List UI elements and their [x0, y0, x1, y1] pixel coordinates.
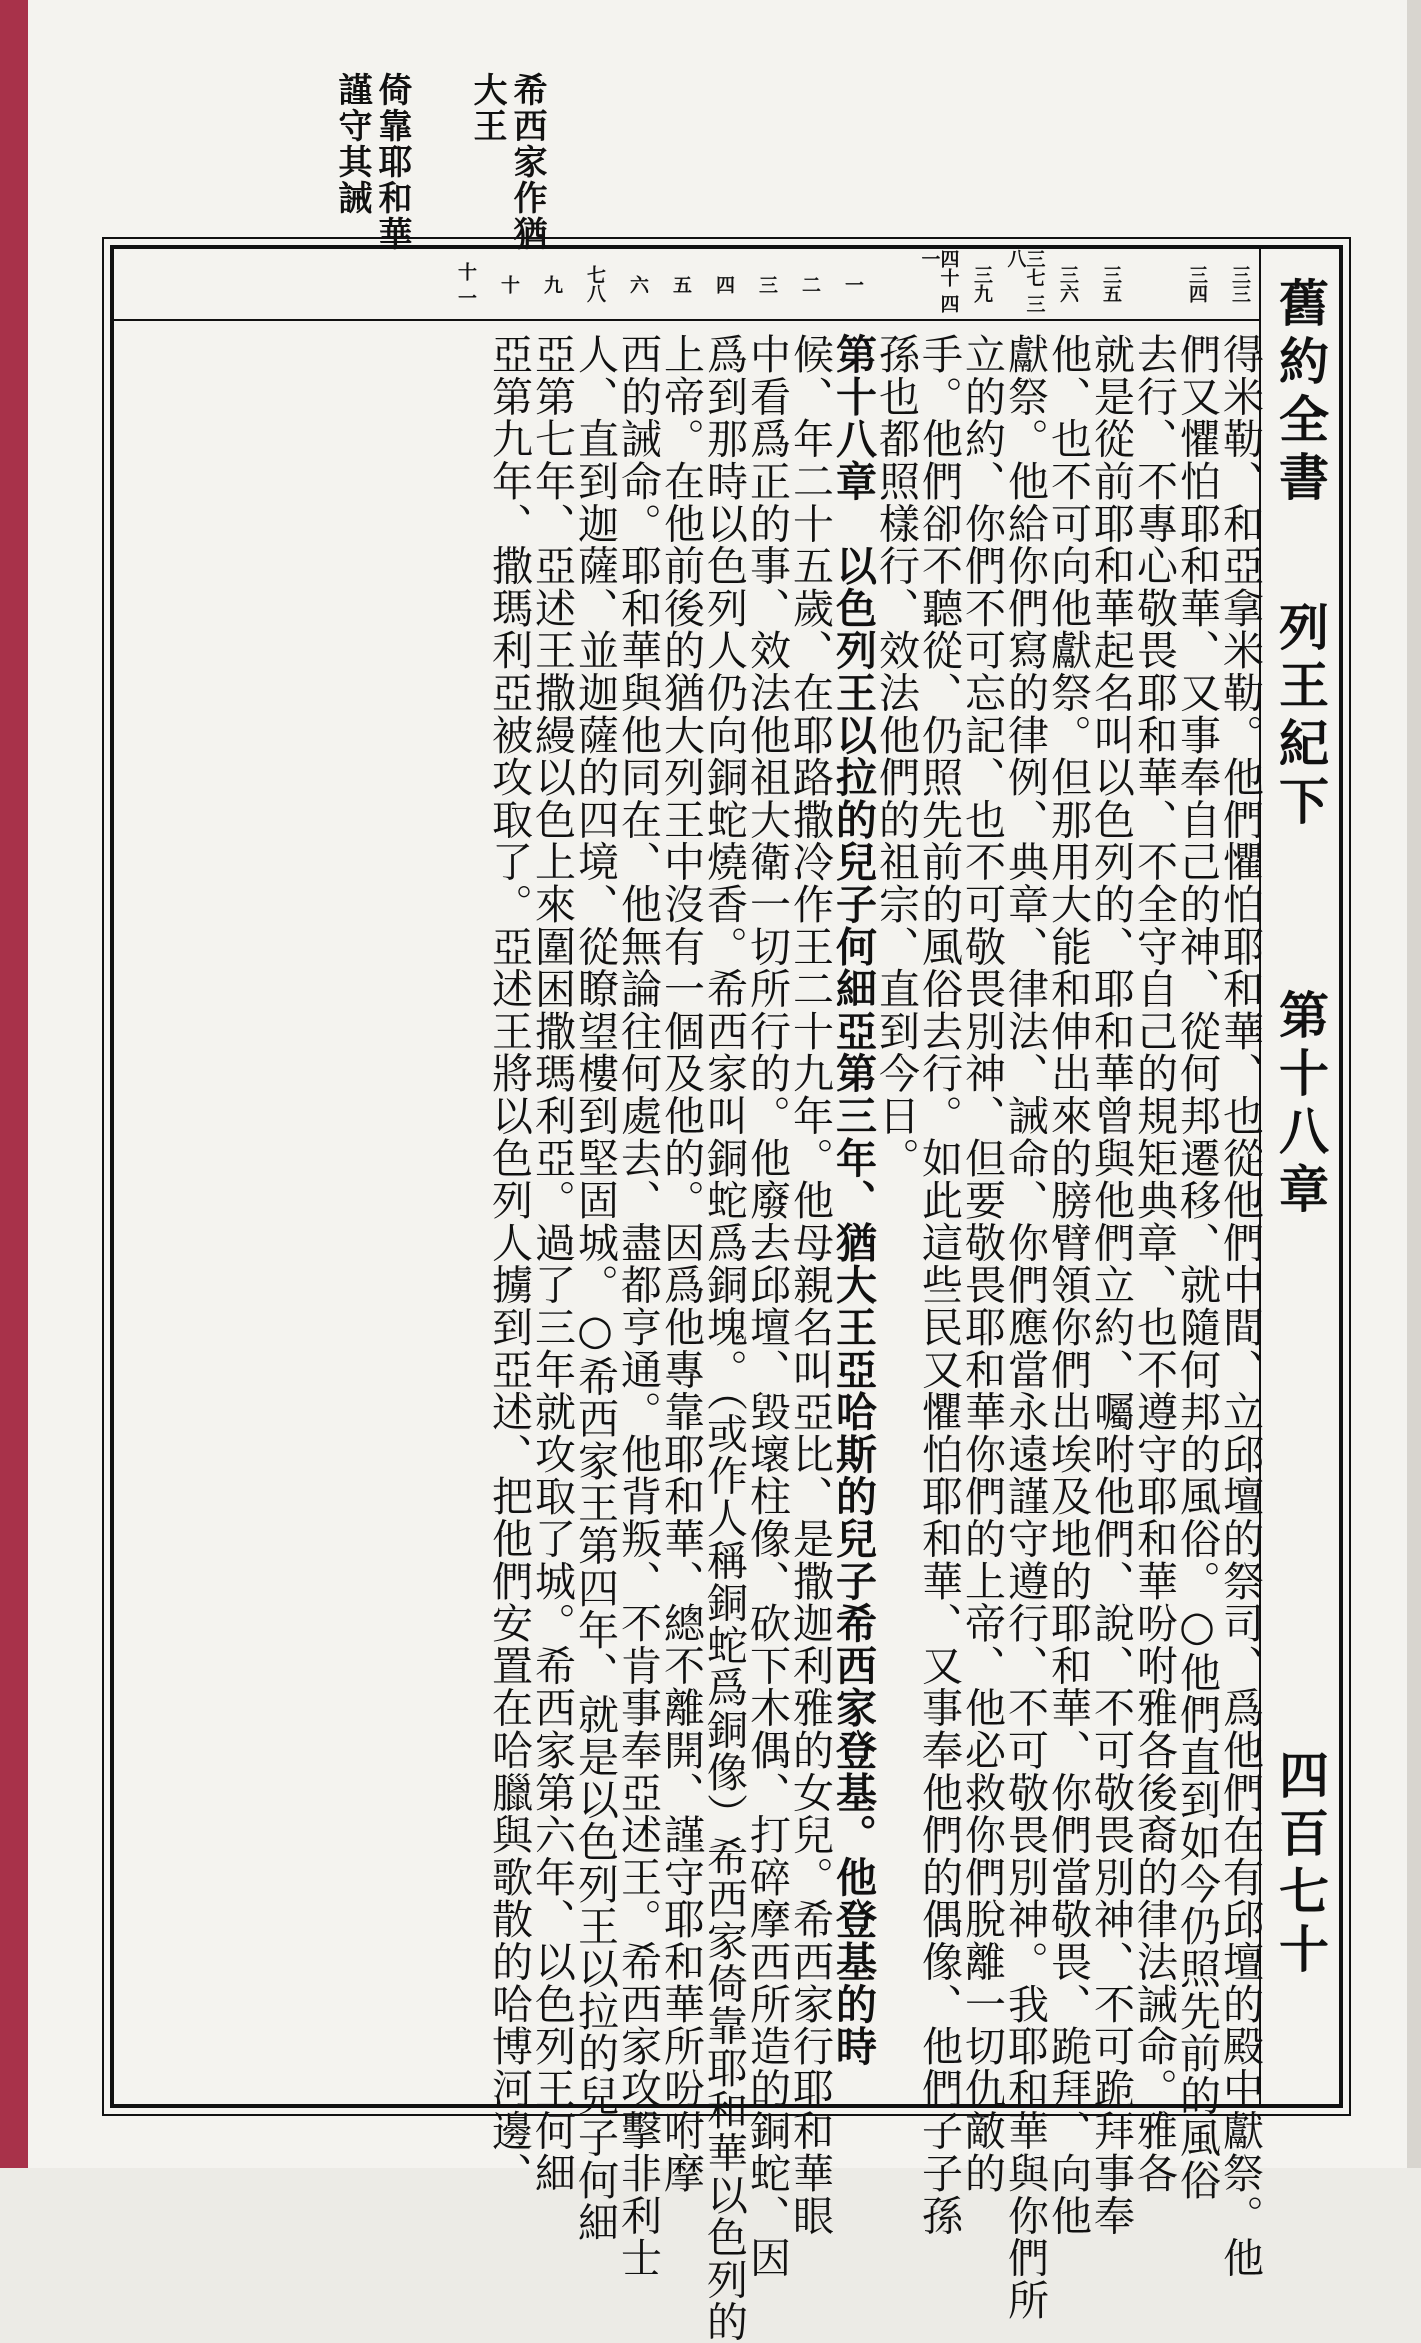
page-edge — [1407, 0, 1421, 2168]
text-column: 人、直到迦薩、並迦薩的四境、從瞭望樓到堅固城。○希西家王第四年、就是以色列王以拉的兒子何細 — [571, 333, 619, 2244]
text-column: 去行、不專心敬畏耶和華、不全守自己的規矩典章、也不遵守耶和華吩咐雅各後裔的律法誡命。雅各 — [1130, 333, 1178, 2195]
text-column: 們又懼怕耶和華、又事奉自己的神、從何邦遷移、就隨何邦的風俗。○他們直到如今仍照先前的風俗 — [1173, 333, 1221, 2202]
verse-marker: 三七 三八 — [1004, 249, 1046, 313]
top-note-line: 大王 — [467, 72, 507, 144]
text-column: 亞第九年、撒瑪利亞被攻取了。亞述王將以色列人擄到亞述、把他們安置在哈臘與歌散的哈博河邊、 — [485, 333, 533, 2195]
book-spine — [0, 0, 28, 2168]
verse-marker: 十 — [498, 274, 520, 294]
verse-marker: 三三 — [1229, 265, 1251, 303]
text-column: 獻祭。他給你們寫的律例、典章、律法、誡命、你們應當永遠謹守遵行、不可敬畏別神。我耶和華與你們所 — [1001, 333, 1049, 2322]
verse-marker: 四十 四一 — [918, 249, 960, 313]
text-column: 中看爲正的事、效法他祖大衛一切所行的。他廢去邱壇、毀壞柱像、砍下木偶、打碎摩西所造的銅蛇、因 — [743, 333, 791, 2279]
text-column: 西的誡命。耶和華與他同在、他無論往何處去、盡都亨通。他背叛、不肯事奉亞述王。希西家攻擊非利士 — [614, 333, 662, 2279]
verse-marker: 三六 — [1057, 265, 1079, 303]
verse-marker: 三五 — [1100, 265, 1122, 303]
top-note-line: 希西家作猶 — [507, 72, 547, 252]
verse-marker: 二 — [799, 274, 821, 294]
text-column: 立的約、你們不可忘記、也不可敬畏別神、但要敬畏耶和華你們的上帝、他必救你們脫離一切仇敵的 — [958, 333, 1006, 2195]
text-frame — [110, 245, 1343, 2343]
verse-marker: 十 一 — [455, 261, 477, 307]
verse-marker: 三 — [756, 274, 778, 294]
running-header — [1259, 249, 1339, 2104]
chapter-start-column: 第十八章 以色列王以拉的兒子何細亞第三年、猶大王亞哈斯的兒子希西家登基。他登基的時 — [829, 333, 877, 2068]
verse-marker: 六 — [627, 274, 649, 294]
scripture-text — [114, 321, 1264, 2343]
text-column: 就是從前耶和華起名叫以色列的、耶和華曾與他們立約、囑咐他們、說、不可敬畏別神、不可跪拜事奉 — [1087, 333, 1135, 2237]
book-title: 舊約全書 — [1271, 277, 1330, 509]
top-note-line: 謹守其誡 — [332, 72, 372, 216]
text-column: 孫也都照樣行、效法他們的祖宗、直到今日。 — [872, 333, 920, 1179]
page-number: 四百七十 — [1271, 1749, 1330, 1981]
verse-marker: 一 — [842, 274, 864, 294]
verse-marker: 九 — [541, 274, 563, 294]
top-note-2 — [332, 72, 412, 252]
text-column: 亞第七年、亞述王撒縵以色上來圍困撒瑪利亞。過了三年就攻取了城。希西家第六年、以色列王何細 — [528, 333, 576, 2195]
top-note-1 — [467, 72, 547, 252]
text-column: 候、年二十五歲、在耶路撒冷作王二十九年。他母親名叫亞比、是撒迦利雅的女兒。希西家行耶和華眼 — [786, 333, 834, 2237]
verse-marker-row — [114, 249, 1261, 321]
text-column: 他、也不可向他獻祭。但那用大能和伸出來的膀臂領你們出埃及地的耶和華、你們當敬畏、跪拜、向他 — [1044, 333, 1092, 2237]
book-name: 列王紀下 — [1271, 601, 1330, 833]
text-column: 手。他們卻不聽從、仍照先前的風俗去行。如此這些民又懼怕耶和華、又事奉他們的偶像、他們子子孫 — [915, 333, 963, 2237]
text-column: 上帝。在他前後的猶大列王中沒有一個及他的。因爲他專靠耶和華、總不離開、謹守耶和華所吩咐摩 — [657, 333, 705, 2195]
verse-marker: 五 — [670, 274, 692, 294]
chapter-heading: 第十八章 — [1271, 989, 1330, 1221]
verse-marker: 四 — [713, 274, 735, 294]
text-column: 爲到那時以色列人仍向銅蛇燒香。希西家叫銅蛇爲銅塊。（或作人稱銅蛇爲銅像）希西家倚靠耶和華以色列的 — [700, 333, 748, 2343]
top-note-line: 倚靠耶和華 — [372, 72, 412, 252]
verse-marker: 七八 — [584, 265, 606, 303]
text-column: 得米勒、和亞拿米勒。他們懼怕耶和華、也從他們中間、立邱壇的祭司、爲他們在有邱壇的殿中獻祭。他 — [1216, 333, 1264, 2279]
verse-marker: 三九 — [971, 265, 993, 303]
verse-marker: 三四 — [1186, 265, 1208, 303]
